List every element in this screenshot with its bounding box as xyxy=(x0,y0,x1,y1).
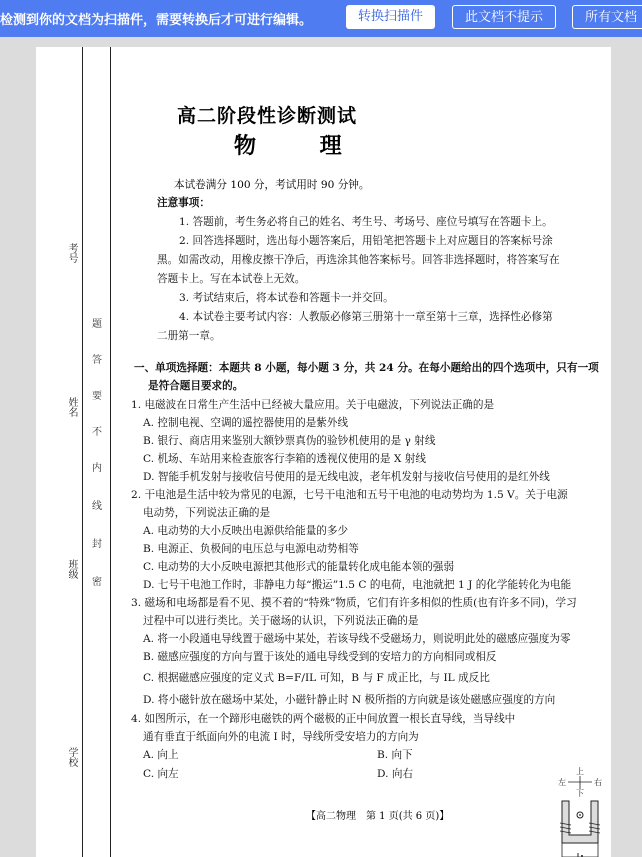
school-label: 学校 xyxy=(66,747,77,767)
question-stem: 电动势，下列说法正确的是 xyxy=(143,507,271,519)
binding-margin xyxy=(36,47,118,857)
seal-char: 答 xyxy=(92,355,102,366)
notes-line: 答题卡上。写在本试卷上无效。 xyxy=(157,273,306,285)
seal-line xyxy=(110,47,111,857)
notes-line: 2. 回答选择题时，选出每小题答案后，用铅笔把答题卡上对应题目的答案标号涂 xyxy=(179,235,553,247)
option-a: A. 将一小段通电导线置于磁场中某处，若该导线不受磁场力，则说明此处的磁感应强度为零 xyxy=(143,633,571,645)
notes-line: 二册第一章。 xyxy=(157,330,221,342)
question-stem: 2. 干电池是生活中较为常见的电源，七号干电池和五号干电池的电动势均为 1.5 V。关于电源 xyxy=(131,489,568,501)
name-label: 姓名 xyxy=(66,397,77,417)
option-d: D. 七号干电池工作时，非静电力每“搬运”1.5 C 的电荷，电池就把 1 J 的化学能转化为电能 xyxy=(143,579,572,591)
direction-down-label: 下 xyxy=(576,789,584,798)
option-b: B. 银行、商店用来鉴别大额钞票真伪的验钞机使用的是 γ 射线 xyxy=(143,435,436,447)
coil-circuit xyxy=(562,843,598,857)
option-c: C. 根据磁感应强度的定义式 B=F/IL 可知，B 与 F 成正比，与 IL 成反比 xyxy=(143,672,490,684)
all-docs-button[interactable]: 所有文档 xyxy=(572,5,642,29)
seal-char: 题 xyxy=(92,319,102,330)
seal-char: 不 xyxy=(92,427,102,438)
notes-line: 黑。如需改动，用橡皮擦干净后，再选涂其他答案标号。回答非选择题时，将答案写在 xyxy=(157,254,560,266)
section-heading: 一、单项选择题：本题共 8 小题，每小题 3 分，共 24 分。在每小题给出的四个选项中，只有一项 xyxy=(134,362,599,374)
option-d: D. 向右 xyxy=(377,768,414,780)
electromagnet-diagram xyxy=(556,765,611,857)
notes-line: 3. 考试结束后，将本试卷和答题卡一并交回。 xyxy=(179,292,394,304)
direction-left-label: 左 xyxy=(558,778,566,787)
document-page xyxy=(36,47,611,857)
seal-char: 要 xyxy=(92,391,102,402)
option-d: D. 智能手机发射与接收信号使用的是无线电波，老年机发射与接收信号使用的是红外线 xyxy=(143,471,550,483)
direction-up-label: 上 xyxy=(576,767,584,776)
question-stem: 1. 电磁波在日常生产生活中已经被大量应用。关于电磁波，下列说法正确的是 xyxy=(131,399,495,411)
notes-line: 1. 答题前，考生务必将自己的姓名、考生号、考场号、座位号填写在答题卡上。 xyxy=(179,216,553,228)
option-a: A. 向上 xyxy=(143,749,179,761)
seal-char: 封 xyxy=(92,539,102,550)
question-stem: 过程中可以进行类比。关于磁场的认识，下列说法正确的是 xyxy=(143,615,419,627)
wire-current-dot xyxy=(579,814,581,816)
notes-heading: 注意事项： xyxy=(157,197,210,209)
page-footer: 【高二物理 第 1 页(共 6 页)】 xyxy=(306,811,450,822)
scan-notice-bar xyxy=(0,0,642,37)
binding-line xyxy=(82,47,83,857)
seal-char: 密 xyxy=(92,577,102,588)
option-b: B. 电源正、负极间的电压总与电源电动势相等 xyxy=(143,543,359,555)
option-d: D. 将小磁针放在磁场中某处，小磁针静止时 N 极所指的方向就是该处磁感应强度的方向 xyxy=(143,694,556,706)
section-heading: 是符合题目要求的。 xyxy=(148,380,244,392)
question-stem: 3. 磁场和电场都是看不见、摸不着的“特殊”物质，它们有许多相似的性质(也有许多不同)，学习 xyxy=(131,597,577,609)
exam-no-label: 考号 xyxy=(66,243,77,263)
exam-info: 本试卷满分 100 分，考试用时 90 分钟。 xyxy=(174,179,370,191)
notes-line: 4. 本试卷主要考试内容：人教版必修第三册第十一章至第十三章，选择性必修第 xyxy=(179,311,553,323)
option-b: B. 向下 xyxy=(377,749,413,761)
seal-char: 线 xyxy=(92,501,102,512)
dont-show-for-doc-button[interactable]: 此文档不提示 xyxy=(452,5,556,29)
option-b: B. 磁感应强度的方向与置于该处的通电导线受到的安培力的方向相同或相反 xyxy=(143,651,497,663)
question-stem: 4. 如图所示，在一个蹄形电磁铁的两个磁极的正中间放置一根长直导线，当导线中 xyxy=(131,713,516,725)
scan-notice-message: 检测到你的文档为扫描件，需要转换后才可进行编辑。 xyxy=(0,13,313,28)
exam-title: 高二阶段性诊断测试 xyxy=(177,105,358,127)
option-c: C. 机场、车站用来检查旅客行李箱的透视仪使用的是 X 射线 xyxy=(143,453,426,465)
option-c: C. 电动势的大小反映电源把其他形式的能量转化成电能本领的强弱 xyxy=(143,561,455,573)
class-label: 班级 xyxy=(66,559,77,579)
direction-right-label: 右 xyxy=(594,778,602,787)
question-stem: 通有垂直于纸面向外的电流 I 时，导线所受安培力的方向为 xyxy=(143,731,419,743)
seal-char: 内 xyxy=(92,463,102,474)
option-c: C. 向左 xyxy=(143,768,179,780)
option-a: A. 控制电视、空调的遥控器使用的是紫外线 xyxy=(143,417,349,429)
option-a: A. 电动势的大小反映出电源供给能量的多少 xyxy=(143,525,349,537)
subject-title: 物 理 xyxy=(234,133,370,159)
convert-scan-button[interactable]: 转换扫描件 xyxy=(346,5,435,29)
horseshoe-magnet-core xyxy=(562,801,598,843)
